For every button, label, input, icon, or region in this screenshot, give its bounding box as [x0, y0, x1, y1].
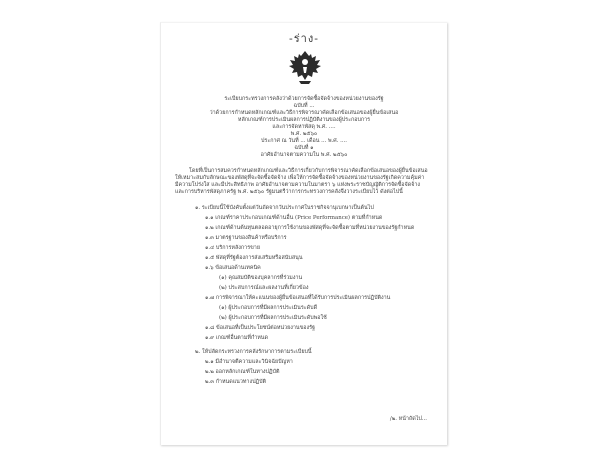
- list-item: (๑) ผู้ประกอบการที่มีผลการประเมินระดับดี: [219, 305, 318, 311]
- list-item: ๑.๔ บริการหลังการขาย: [205, 245, 260, 251]
- list-item: ๒.๒ ออกหลักเกณฑ์ในทางปฏิบัติ: [205, 369, 280, 375]
- list-item: ๑.๗ การพิจารณาให้คะแนนของผู้ยื่นข้อเสนอที่ได้รับการประเมินผลการปฏิบัติงาน: [205, 295, 391, 301]
- list-item: ๑. ระเบียบนี้ใช้บังคับตั้งแต่วันถัดจากวันประกาศในราชกิจจานุเบกษาเป็นต้นไป: [195, 205, 374, 211]
- header-line: หลักเกณฑ์การประเมินผลการปฏิบัติงานของผู้ประกอบการ: [237, 117, 371, 123]
- list-item: ๑.๖ ข้อเสนอด้านเทคนิค: [205, 265, 261, 271]
- list-item: ๒.๑ มีอำนาจตีความและวินิจฉัยปัญหา: [205, 359, 293, 365]
- list-item: (๑) คุณสมบัติของบุคลากรที่ร่วมงาน: [219, 275, 303, 281]
- header-line: ฉบับที่ ๑: [294, 145, 314, 151]
- header-line: อาศัยอำนาจตามความใน พ.ศ. ๒๕๖๐: [260, 152, 348, 158]
- preamble-line: และการบริหารพัสดุภาครัฐ พ.ศ. ๒๕๖๐ รัฐมนตรีว่าการกระทรวงการคลังจึงวางระเบียบไว้ ดังต่อไปนี้: [175, 189, 403, 195]
- header-line: พ.ศ. ๒๕๖๐: [290, 131, 318, 137]
- header-line: และการจัดหาพัสดุ พ.ศ. ....: [272, 124, 336, 130]
- list-item: (๒) ประสบการณ์และผลงานที่เกี่ยวข้อง: [219, 285, 309, 291]
- header-line: ฉบับที่ ...: [293, 103, 315, 109]
- list-item: ๑.๙ เกณฑ์อื่นตามที่กำหนด: [205, 335, 268, 341]
- list-item: ๒.๓ กำหนดแนวทางปฏิบัติ: [205, 379, 267, 385]
- list-item: ๑.๕ พัสดุที่รัฐต้องการส่งเสริมหรือสนับสนุน: [205, 255, 303, 261]
- list-item: ๑.๒ เกณฑ์ด้านต้นทุนตลอดอายุการใช้งานของพัสดุที่จะจัดซื้อตามที่หน่วยงานของรัฐกำหนด: [205, 225, 415, 231]
- preamble-line: โดยที่เป็นการสมควรกำหนดหลักเกณฑ์และวิธีการเกี่ยวกับการพิจารณาคัดเลือกข้อเสนอของผู้ยื่นข้อเสนอ: [189, 168, 428, 174]
- list-item: (๒) ผู้ประกอบการที่มีผลการประเมินระดับพอใช้: [219, 315, 327, 321]
- list-item: ๑.๓ มาตรฐานของสินค้าหรือบริการ: [205, 235, 287, 241]
- draft-label: -ร่าง-: [289, 32, 319, 45]
- garuda-emblem-icon: [285, 47, 325, 87]
- document-page: [160, 22, 447, 445]
- page-number: /๒. หน้าถัดไป...: [389, 416, 427, 422]
- header-line: ระเบียบกระทรวงการคลังว่าด้วยการจัดซื้อจัดจ้างของหน่วยงานของรัฐ: [224, 96, 384, 102]
- list-item: ๑.๘ ข้อเสนอที่เป็นประโยชน์ต่อหน่วยงานของรัฐ: [205, 325, 316, 331]
- list-item: ๑.๑ เกณฑ์ราคาประกอบเกณฑ์ด้านอื่น (Price Performance) ตามที่กำหนด: [205, 215, 383, 221]
- preamble-line: ให้เหมาะสมกับลักษณะของพัสดุที่จะจัดซื้อจัดจ้าง เพื่อให้การจัดซื้อจัดจ้างของหน่วยงานของรัฐเกิดความคุ้มค่า: [175, 175, 425, 181]
- header-line: ว่าด้วยการกำหนดหลักเกณฑ์และวิธีการพิจารณาคัดเลือกข้อเสนอของผู้ยื่นข้อเสนอ: [209, 110, 399, 116]
- list-item: ๒. ให้ปลัดกระทรวงการคลังรักษาการตามระเบียบนี้: [195, 349, 312, 355]
- preamble-line: มีความโปร่งใส และมีประสิทธิภาพ อาศัยอำนาจตามความในมาตรา ๖ แห่งพระราชบัญญัติการจัดซื้อจัดจ้าง: [175, 182, 421, 188]
- header-line: ประกาศ ณ วันที่ ... เดือน ... พ.ศ. ....: [261, 138, 347, 144]
